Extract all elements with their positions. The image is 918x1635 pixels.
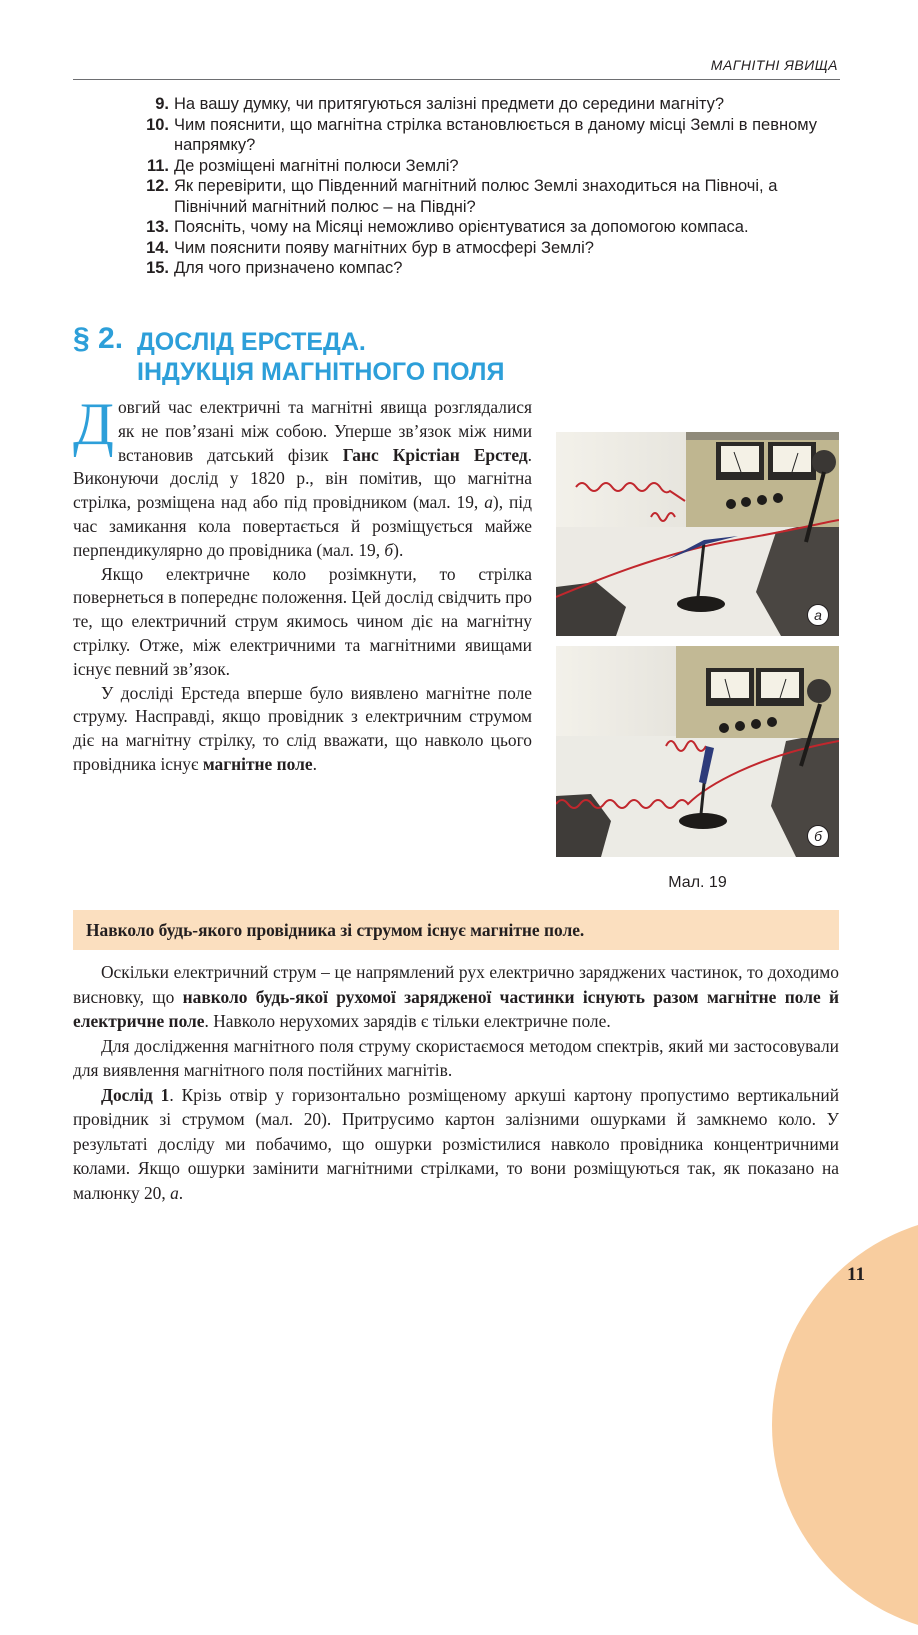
list-item: 15. Для чого призначено компас? [146, 259, 403, 277]
body-paragraph-2: Для дослідження магнітного поля струму скористаємося методом спектрів, який ми застосовували для виявлення магнітного поля постійних магнітів. [73, 1035, 839, 1080]
list-item: 9. На вашу думку, чи притягуються залізні предмети до середини магніту? [155, 95, 725, 113]
body-text [73, 960, 839, 1205]
running-header: МАГНІТНІ ЯВИЩА [710, 57, 838, 73]
key-statement-box: Навколо будь-якого провідника зі струмом існує магнітне поле. [73, 910, 839, 950]
figure-photo-a [556, 432, 839, 636]
intro-paragraph-2: Якщо електричне коло розімкнути, то стрілка повернеться в попереднє положення. Цей дослід свідчить про те, що електричний струм якимось чином діє на магнітну стрілку. Отже, між електричними та магнітними явищами існує певний зв’язок. [73, 563, 532, 679]
list-item: 14. Чим пояснити появу магнітних бур в атмосфері Землі? [146, 238, 594, 257]
page-number: 11 [847, 1264, 865, 1285]
questions-list [140, 94, 840, 279]
intro-text [73, 391, 532, 777]
body-paragraph-1: Оскільки електричний струм – це напрямлений рух електрично заряджених частинок, то доходимо висновку, що навколо будь-якої рухомої зарядженої частинки існують разом магнітне поле й електричне поле. Навколо нерухомих зарядів є тільки електричне поле. [73, 962, 839, 1031]
list-item: 12. Як перевірити, що Південний магнітний полюс Землі знаходиться на Півночі, а Північний магнітний полюс – на Півдні? [146, 177, 778, 216]
intro-paragraph-3: У досліді Ерстеда вперше було виявлено магнітне поле струму. Насправді, якщо провідник з електричним струмом діє на магнітну стрілку, то слід вважати, що навколо цього провідника існує магнітне поле. [73, 682, 532, 774]
list-item: 11. Де розміщені магнітні полюси Землі? [146, 156, 459, 175]
oersted-experiment-a-image [556, 432, 839, 636]
figure-label-a: а [807, 604, 829, 626]
body-paragraph-3: Дослід 1. Крізь отвір у горизонтально розміщеному аркуші картону пропустимо вертикальний провідник зі струмом (мал. 20). Притрусимо картон залізними ошурками й замкнемо коло. У результаті досліду ми побачимо, що ошурки розмістилися навколо провідника концентричними колами. Якщо ошурки замінити магнітними стрілками, то вони розміщуються так, як показано на малюнку 20, а. [73, 1084, 840, 1203]
oersted-experiment-b-image [556, 646, 839, 857]
figure-photo-b [556, 646, 839, 857]
section-title-line1: ДОСЛІД ЕРСТЕДА. [137, 328, 366, 356]
list-item: 10. Чим пояснити, що магнітна стрілка встановлюється в даному місці Землі в певному напрямку? [146, 115, 818, 154]
intro-paragraph-1: Довгий час електричні та магнітні явища розглядалися як не пов’язані між собою. Уперше зв’язок між ними встановив датський фізик Ганс Крістіан Ерстед. Виконуючи дослід у 1820 р., він помітив, що магнітна стрілка, розміщена над або під провідником (мал. 19, а), під час замикання кола повертається й розміщується майже перпендикулярно до провідника (мал. 19, б). [73, 391, 532, 560]
figure-label-b: б [807, 825, 829, 847]
section-number: § 2. [73, 322, 124, 355]
dropcap: Д [73, 391, 114, 457]
list-item: 13. Поясніть, чому на Місяці неможливо орієнтуватися за допомогою компаса. [146, 218, 749, 236]
header-rule [73, 79, 840, 80]
figure-caption: Мал. 19 [668, 874, 727, 891]
section-title-line2: ІНДУКЦІЯ МАГНІТНОГО ПОЛЯ [137, 358, 505, 386]
